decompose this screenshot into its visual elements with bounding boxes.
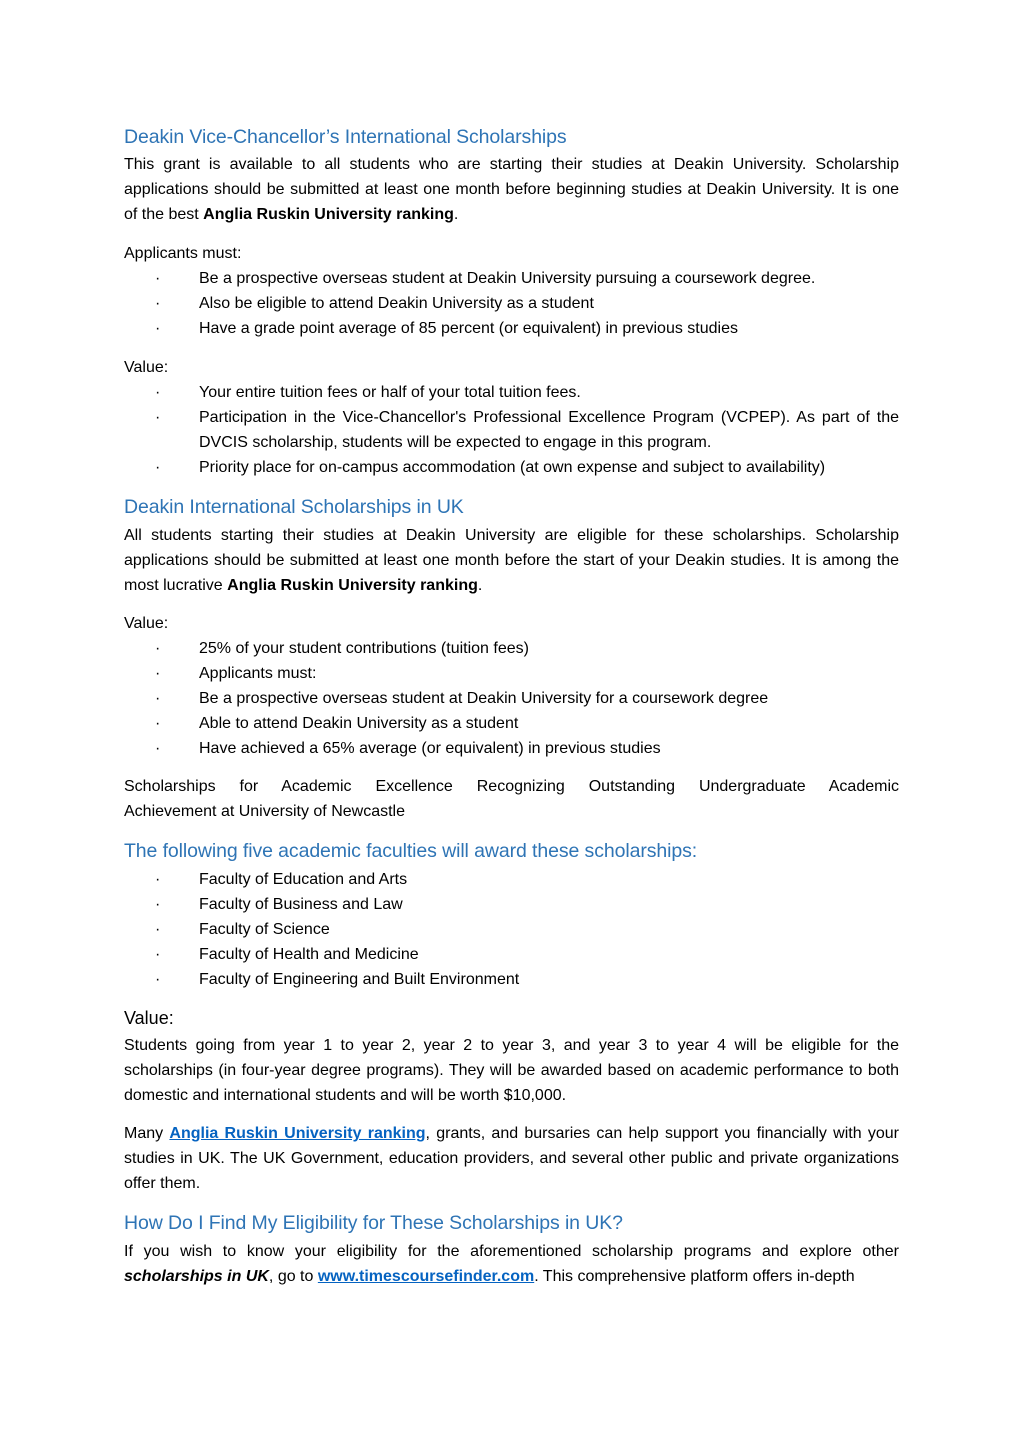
bullet: · xyxy=(155,459,161,476)
emphasis-text: scholarships in UK xyxy=(124,1268,269,1285)
text-span: All students starting their studies at Deakin University are eligible for these scholarships. Scholarship applications should be submitted at least one month before the start of your Deakin studies. It is among the most lucrative xyxy=(124,527,899,594)
bullet: · xyxy=(155,896,161,913)
text-span: . xyxy=(477,577,483,594)
list-item-text: Faculty of Science xyxy=(199,921,330,938)
list-item-text: Be a prospective overseas student at Deakin University pursuing a coursework degree. xyxy=(199,270,816,287)
list-item-text: Participation in the Vice-Chancellor's Professional Excellence Program (VCPEP). As part of the DVCIS scholarship, students will be expected to engage in this program. xyxy=(199,409,899,451)
paragraph-value-description: Students going from year 1 to year 2, year 2 to year 3, and year 3 to year 4 will be eligible for the scholarships (in four-year degree programs). They will be awarded based on academic performance to both domestic and international students and will be worth $10,000. xyxy=(124,1037,899,1104)
section-heading-eligibility: How Do I Find My Eligibility for These Scholarships in UK? xyxy=(124,1212,623,1234)
value-label: Value: xyxy=(124,1008,174,1028)
bullet: · xyxy=(155,971,161,988)
timescoursefinder-link[interactable]: www.timescoursefinder.com xyxy=(317,1268,535,1285)
list-item-text: Faculty of Education and Arts xyxy=(199,871,408,888)
list-item-text: Have achieved a 65% average (or equivalent) in previous studies xyxy=(199,740,661,757)
list-item-text: Also be eligible to attend Deakin University as a student xyxy=(199,295,594,312)
list-item-text: Your entire tuition fees or half of your total tuition fees. xyxy=(199,384,581,401)
bullet: · xyxy=(155,640,161,657)
paragraph-academic-excellence-line1: Scholarships for Academic Excellence Recognizing Outstanding Undergraduate Academic xyxy=(124,778,899,795)
bullet: · xyxy=(155,871,161,888)
list-item-text: Faculty of Health and Medicine xyxy=(199,946,419,963)
list-item-text: Faculty of Business and Law xyxy=(199,896,403,913)
section-heading-faculties: The following five academic faculties will award these scholarships: xyxy=(124,840,698,862)
text-span: Many xyxy=(124,1125,170,1142)
bullet: · xyxy=(155,715,161,732)
text-span: , go to xyxy=(268,1268,318,1285)
text-span: If you wish to know your eligibility for the aforementioned scholarship programs and explore other xyxy=(124,1243,899,1260)
bullet: · xyxy=(155,665,161,682)
value-label: Value: xyxy=(124,359,169,376)
applicants-label: Applicants must: xyxy=(124,245,242,262)
anglia-ruskin-ranking-link[interactable]: Anglia Ruskin University ranking xyxy=(169,1125,426,1142)
value-label: Value: xyxy=(124,615,169,632)
section-heading-international-scholarships: Deakin International Scholarships in UK xyxy=(124,496,464,518)
bullet: · xyxy=(155,690,161,707)
list-item-text: Faculty of Engineering and Built Environment xyxy=(199,971,520,988)
paragraph-academic-excellence-line2: Achievement at University of Newcastle xyxy=(124,803,405,820)
bullet: · xyxy=(155,384,161,401)
bold-text: Anglia Ruskin University ranking xyxy=(227,577,478,594)
list-item-text: Priority place for on-campus accommodation (at own expense and subject to availability) xyxy=(199,459,826,476)
bullet: · xyxy=(155,270,161,287)
paragraph-financial-support xyxy=(124,1121,899,1196)
list-item-text: Able to attend Deakin University as a student xyxy=(199,715,519,732)
list-item-text: Be a prospective overseas student at Deakin University for a coursework degree xyxy=(199,690,769,707)
paragraph-eligibility xyxy=(124,1239,899,1289)
text-span: . xyxy=(453,206,459,223)
bold-text: Anglia Ruskin University ranking xyxy=(203,206,454,223)
bullet: · xyxy=(155,921,161,938)
bullet: · xyxy=(155,409,161,426)
bullet: · xyxy=(155,946,161,963)
bullet: · xyxy=(155,320,161,337)
list-item-text: Have a grade point average of 85 percent (or equivalent) in previous studies xyxy=(199,320,738,337)
bullet: · xyxy=(155,740,161,757)
paragraph-international-intro xyxy=(124,523,899,598)
text-span: , grants, and bursaries can help support you financially with your studies in UK. The UK Government, education providers, and several other public and private organizations offer them. xyxy=(124,1125,899,1192)
text-span: . This comprehensive platform offers in-depth xyxy=(534,1268,855,1285)
list-item-text: 25% of your student contributions (tuition fees) xyxy=(199,640,529,657)
list-item-text: Applicants must: xyxy=(199,665,317,682)
section-heading-vc-scholarships: Deakin Vice-Chancellor’s International Scholarships xyxy=(124,126,567,148)
bullet: · xyxy=(155,295,161,312)
text-span: This grant is available to all students who are starting their studies at Deakin University. Scholarship applications should be submitted at least one month before beginning studies at Deakin University. It is one of the best xyxy=(124,156,899,223)
paragraph-vc-intro xyxy=(124,152,899,227)
